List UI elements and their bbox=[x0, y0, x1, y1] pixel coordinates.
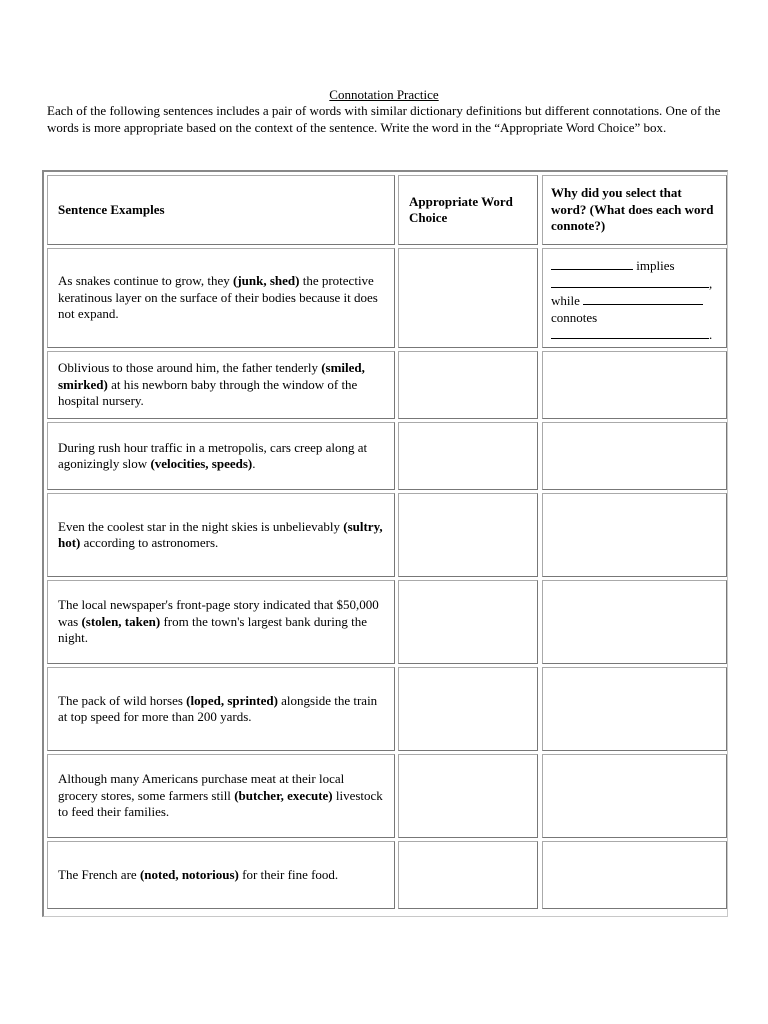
blank-line bbox=[551, 275, 709, 288]
sentence-cell bbox=[47, 667, 395, 751]
explanation-cell[interactable] bbox=[542, 422, 727, 490]
word-choice-input[interactable] bbox=[398, 580, 538, 664]
header-sentence: Sentence Examples bbox=[47, 175, 395, 245]
table-row bbox=[47, 754, 727, 838]
blank-line bbox=[583, 292, 703, 305]
sentence-text: The local newspaper's front-page story indicated that $50,000 was (stolen, taken) from the town's largest bank during the night. bbox=[58, 597, 379, 646]
explanation-cell[interactable] bbox=[542, 580, 727, 664]
explanation-template: implies , while connotes . bbox=[551, 258, 713, 342]
connotation-table bbox=[42, 170, 728, 917]
sentence-text: During rush hour traffic in a metropolis, cars creep along at agonizingly slow (velocities, speeds). bbox=[58, 439, 368, 471]
word-pair: (noted, notorious) bbox=[139, 866, 239, 882]
table-row bbox=[47, 422, 727, 490]
explanation-cell[interactable] bbox=[542, 493, 727, 577]
word-pair: (smiled, smirked) bbox=[58, 360, 365, 392]
word-pair: (velocities, speeds) bbox=[150, 456, 253, 471]
sentence-text: The pack of wild horses (loped, sprinted) alongside the train at top speed for more than 200 yards. bbox=[58, 692, 378, 724]
page-title: Connotation Practice bbox=[329, 87, 439, 102]
table-row bbox=[47, 580, 727, 664]
word-choice-input[interactable] bbox=[398, 422, 538, 490]
table-row bbox=[47, 493, 727, 577]
table-row bbox=[47, 351, 727, 419]
word-pair: (stolen, taken) bbox=[81, 613, 161, 629]
sentence-text: As snakes continue to grow, they (junk, shed) the protective keratinous layer on the surface of their bodies because it does not expand. bbox=[58, 273, 378, 322]
sentence-cell bbox=[47, 493, 395, 577]
sentence-cell bbox=[47, 351, 395, 419]
word-pair: (sultry, hot) bbox=[58, 518, 383, 550]
explanation-cell[interactable] bbox=[542, 754, 727, 838]
sentence-cell bbox=[47, 248, 395, 348]
table-row bbox=[47, 248, 727, 348]
blank-line bbox=[551, 257, 633, 270]
instructions: Each of the following sentences includes a pair of words with similar dictionary definitions but different connotations. One of the words is more appropriate based on the context of the sentence. Write the word in the “Appropriate Word Choice” box. bbox=[47, 103, 721, 135]
blank-line bbox=[551, 326, 709, 339]
table-header-row bbox=[47, 175, 727, 245]
sentence-text: Although many Americans purchase meat at their local grocery stores, some farmers still (butcher, execute) livestock to feed their families. bbox=[58, 771, 383, 820]
word-pair: (junk, shed) bbox=[233, 273, 300, 289]
explanation-cell[interactable] bbox=[542, 667, 727, 751]
word-choice-input[interactable] bbox=[398, 248, 538, 348]
explanation-cell[interactable] bbox=[542, 841, 727, 909]
header-choice: Appropriate Word Choice bbox=[398, 175, 538, 245]
word-pair: (butcher, execute) bbox=[234, 787, 333, 803]
word-pair: (loped, sprinted) bbox=[186, 692, 278, 708]
word-choice-input[interactable] bbox=[398, 493, 538, 577]
sentence-text: Oblivious to those around him, the father tenderly (smiled, smirked) at his newborn baby through the window of the hospital nursery. bbox=[58, 360, 365, 409]
header-why: Why did you select that word? (What does each word connote?) bbox=[542, 175, 727, 245]
sentence-cell bbox=[47, 422, 395, 490]
word-choice-input[interactable] bbox=[398, 351, 538, 419]
sentence-cell bbox=[47, 580, 395, 664]
word-choice-input[interactable] bbox=[398, 841, 538, 909]
table-row bbox=[47, 667, 727, 751]
sentence-cell bbox=[47, 841, 395, 909]
explanation-cell[interactable] bbox=[542, 351, 727, 419]
sentence-text: The French are (noted, notorious) for their fine food. bbox=[58, 866, 339, 882]
word-choice-input[interactable] bbox=[398, 754, 538, 838]
word-choice-input[interactable] bbox=[398, 667, 538, 751]
sentence-cell bbox=[47, 754, 395, 838]
explanation-cell[interactable] bbox=[542, 248, 727, 348]
sentence-text: Even the coolest star in the night skies is unbelievably (sultry, hot) according to astronomers. bbox=[58, 518, 383, 550]
table-row bbox=[47, 841, 727, 909]
